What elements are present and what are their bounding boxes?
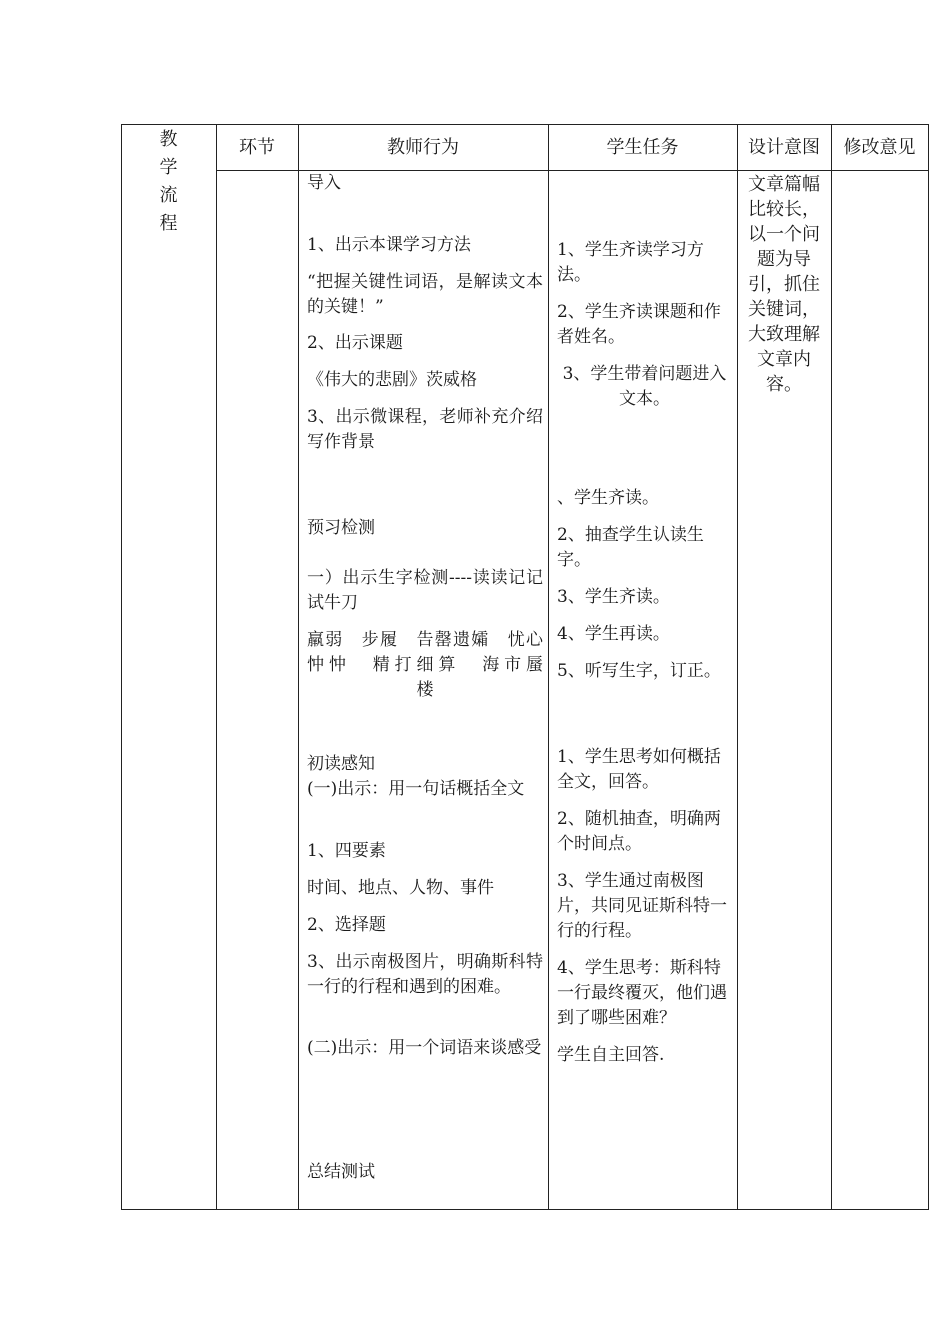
student-task: 学生自主回答. xyxy=(557,1045,665,1065)
vocab-list: 羸弱 步履 告罄遗孀 忧心忡忡 精打细算 海市蜃 xyxy=(307,630,543,675)
side-label-char: 流 xyxy=(159,185,178,206)
teacher-step: 3、出示微课程，老师补充介绍写作背景 xyxy=(307,407,543,452)
student-task: 2、抽查学生认读生字。 xyxy=(557,525,704,570)
col-divider-2 xyxy=(298,124,299,1210)
teacher-step: (二)出示：用一个词语来谈感受 xyxy=(307,1038,542,1058)
header-teacher-actions: 教师行为 xyxy=(387,137,459,158)
col-divider-5 xyxy=(831,124,832,1210)
teacher-step: 1、四要素 xyxy=(307,841,386,861)
side-label-char: 学 xyxy=(159,157,178,178)
col-divider-1 xyxy=(216,124,217,1210)
teacher-step: 3、出示南极图片，明确斯科特一行的行程和遇到的困难。 xyxy=(307,952,543,997)
student-task: 4、学生再读。 xyxy=(557,624,670,644)
header-design-intent: 设计意图 xyxy=(748,137,820,158)
header-revision-notes: 修改意见 xyxy=(843,137,916,158)
col-divider-4 xyxy=(737,124,738,1210)
teacher-step: 1、出示本课学习方法 xyxy=(307,235,471,255)
design-intent-text: 文章篇幅比较长，以一个问题为导引，抓住关键词，大致理解文章内容。 xyxy=(748,174,820,395)
student-task: 3、学生通过南极图片，共同见证斯科特一行的行程。 xyxy=(557,871,727,941)
student-task: 1、学生齐读学习方法。 xyxy=(557,240,704,285)
student-task: 3、学生齐读。 xyxy=(557,587,670,607)
side-label xyxy=(121,126,216,238)
table-left-border xyxy=(121,124,122,1210)
teacher-step: 2、出示课题 xyxy=(307,333,403,353)
student-task: 3、学生带着问题进入文本。 xyxy=(562,364,727,409)
teacher-step: 《伟大的悲剧》茨威格 xyxy=(307,370,477,390)
side-label-char: 程 xyxy=(159,213,178,234)
section-title-intro: 导入 xyxy=(307,173,341,193)
table-bottom-border xyxy=(121,1209,929,1210)
teacher-step: (一)出示：用一句话概括全文 xyxy=(307,779,525,799)
table-top-border xyxy=(121,124,929,125)
vocab-list-tail: 楼 xyxy=(416,680,434,700)
student-task: 5、听写生字，订正。 xyxy=(557,661,721,681)
header-student-tasks: 学生任务 xyxy=(606,137,679,158)
header-segment: 环节 xyxy=(239,137,275,158)
section-title-preview: 预习检测 xyxy=(307,518,375,538)
col-divider-3 xyxy=(548,124,549,1210)
student-task: 、学生齐读。 xyxy=(557,488,659,508)
teacher-step: “把握关键性词语，是解读文本的关键！” xyxy=(307,272,543,317)
teacher-step: 时间、地点、人物、事件 xyxy=(307,878,494,898)
student-task: 2、学生齐读课题和作者姓名。 xyxy=(557,302,721,347)
side-label-char: 教 xyxy=(159,129,178,150)
student-task: 2、随机抽查，明确两个时间点。 xyxy=(557,809,721,854)
student-task: 1、学生思考如何概括全文，回答。 xyxy=(557,747,721,792)
section-title-summary: 总结测试 xyxy=(307,1162,375,1182)
section-title-first-reading: 初读感知 xyxy=(307,754,375,774)
table-right-border xyxy=(928,124,929,1210)
student-task: 4、学生思考：斯科特一行最终覆灭，他们遇到了哪些困难？ xyxy=(557,958,727,1028)
teacher-step: 一）出示生字检测----读读记记试牛刀 xyxy=(307,568,543,613)
teacher-step: 2、选择题 xyxy=(307,915,386,935)
